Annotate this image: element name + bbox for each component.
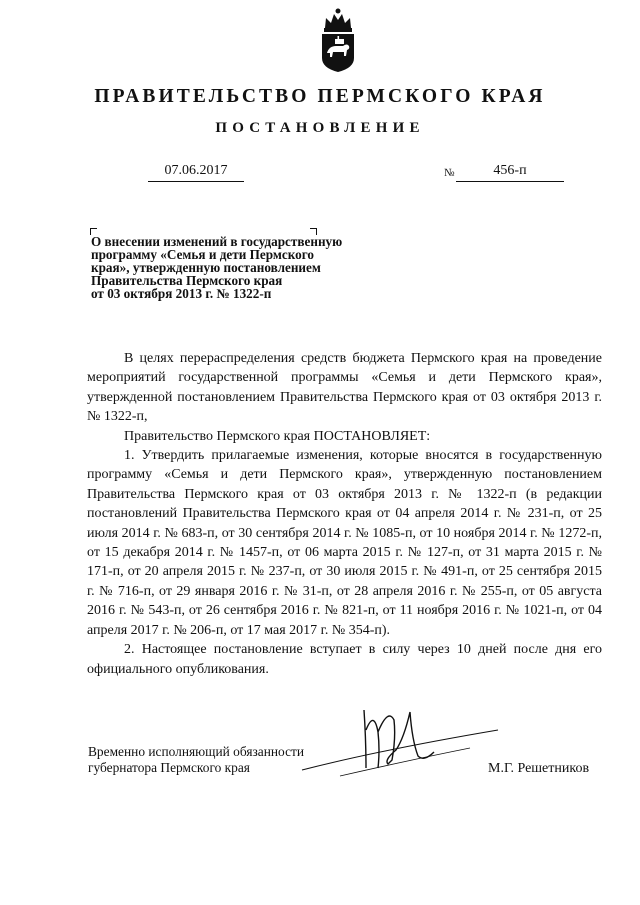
subject-line: Правительства Пермского края xyxy=(91,273,283,288)
number-underline xyxy=(456,181,564,182)
document-number: 456-п xyxy=(493,163,527,178)
signatory-name: М.Г. Решетников xyxy=(488,761,590,776)
subject-line: края», утвержденную постановлением xyxy=(91,260,321,275)
body-paragraph-resolution: Правительство Пермского края ПОСТАНОВЛЯЕТ: xyxy=(124,428,431,444)
subject-line: О внесении изменений в государственную xyxy=(91,234,343,249)
signatory-position xyxy=(88,744,304,776)
body-paragraph-preamble: В целях перераспределения средств бюджета Пермского края на проведение мероприятий государственной программы «Семья и дети Пермского края», утвержденной постановлением Правительства Пермского края от 03 октября 2013 г. № 1322-п, xyxy=(87,351,602,425)
subject-line: от 03 октября 2013 г. № 1322-п xyxy=(91,286,272,301)
date-underline xyxy=(148,181,244,182)
position-line: Временно исполняющий обязанности xyxy=(88,744,305,759)
document-body xyxy=(87,349,602,679)
subject-line: программу «Семья и дети Пермского xyxy=(91,247,314,262)
number-sign: № xyxy=(444,167,455,179)
body-paragraph-item-1: 1. Утвердить прилагаемые изменения, которые вносятся в государственную программу «Семья и дети Пермского края», утвержденную постановлением Правительства Пермского края от 03 октября 2013 г. № 1322-п (в редакции постановлений Правительства Пермского края от 04 апреля 2014 г. № 231-п, от 25 июля 2014 г. № 683-п, от 30 сентября 2014 г. № 1085-п, от 10 ноября 2014 г. № 1272-п, от 15 декабря 2014 г. № 1457-п, от 06 марта 2015 г. № 127-п, от 31 марта 2015 г. № 171-п, от 20 апреля 2015 г. № 237-п, от 30 июля 2015 г. № 491-п, от 25 сентября 2015 г. № 716-п, от 29 января 2016 г. № 31-п, от 28 апреля 2016 г. № 255-п, от 05 августа 2016 г. № 543-п, от 26 сентября 2016 г. № 821-п, от 11 ноября 2016 г. № 1021-п, от 04 апреля 2017 г. № 206-п, от 17 мая 2017 г. № 354-п). xyxy=(87,448,602,638)
document-subject xyxy=(91,235,391,300)
coat-of-arms-icon xyxy=(316,6,360,74)
handwritten-signature xyxy=(300,690,500,782)
position-line: губернатора Пермского края xyxy=(88,760,250,775)
document-type: ПОСТАНОВЛЕНИЕ xyxy=(215,120,425,136)
org-title: ПРАВИТЕЛЬСТВО ПЕРМСКОГО КРАЯ xyxy=(94,86,546,107)
document-date: 07.06.2017 xyxy=(164,163,228,178)
body-paragraph-item-2: 2. Настоящее постановление вступает в силу через 10 дней после дня его официального опубликования. xyxy=(87,642,602,677)
